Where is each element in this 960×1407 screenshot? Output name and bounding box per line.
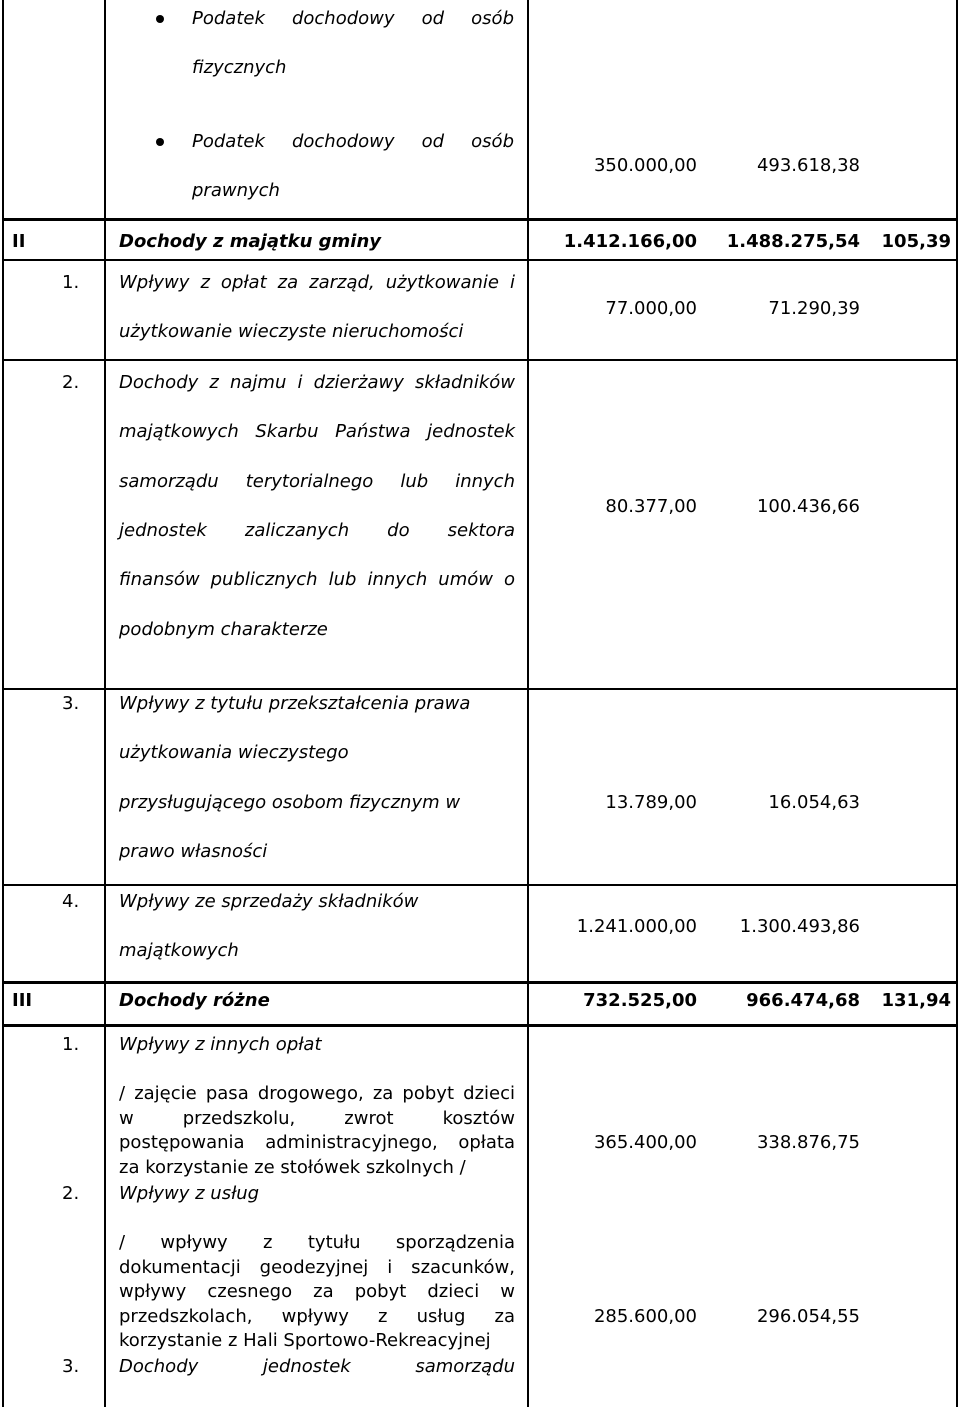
row-ii-2-line6: podobnym charakterze: [119, 619, 328, 640]
section-iii-name: Dochody różne: [119, 990, 270, 1011]
row-divider: [2, 259, 958, 261]
row-iii-1-line1: / zajęcie pasa drogowego, za pobyt dzieci: [119, 1083, 515, 1104]
row-ii-2-plan: 80.377,00: [605, 496, 697, 517]
column-divider-name: [527, 0, 529, 1407]
section-iii-lp: III: [12, 990, 33, 1011]
row-ii-2-line4: jednostek zaliczanych do sektora: [119, 520, 515, 541]
table-border-left: [2, 0, 4, 1407]
row-ii-2-line1: Dochody z najmu i dzierżawy składników: [119, 372, 515, 393]
row-divider: [2, 884, 958, 886]
row-ii-1-line1: Wpływy z opłat za zarząd, użytkowanie i: [119, 272, 515, 293]
row-ii-3-line3: przysługującego osobom fizycznym w: [119, 792, 461, 813]
section-iii-wykonanie: 966.474,68: [746, 990, 860, 1011]
row-iii-1-plan: 365.400,00: [593, 1132, 697, 1153]
section-iii-procent: 131,94: [881, 990, 951, 1011]
row-divider: [2, 1024, 958, 1027]
row-ii-3-line4: prawo własności: [119, 841, 268, 862]
column-divider-lp: [104, 0, 106, 1407]
row-iii-1-line2: w przedszkolu, zwrot kosztów: [119, 1108, 515, 1129]
row-ii-4-line2: majątkowych: [119, 940, 239, 961]
row-iii-2-plan: 285.600,00: [593, 1306, 697, 1327]
bullet-icon: [156, 138, 164, 146]
row-iii-2-line2: dokumentacji geodezyjnej i szacunków,: [119, 1257, 515, 1278]
row-iii-2-wykonanie: 296.054,55: [756, 1306, 860, 1327]
row-iii-3-title: Dochody jednostek samorządu: [119, 1356, 515, 1377]
row-iii-2-lp: 2.: [62, 1183, 80, 1204]
row-ii-2-lp: 2.: [62, 372, 80, 393]
section-ii-plan: 1.412.166,00: [563, 231, 697, 252]
row-pit-fiz-line1: Podatek dochodowy od osób: [192, 8, 514, 29]
row-iii-1-title: Wpływy z innych opłat: [119, 1034, 322, 1055]
row-divider: [2, 359, 958, 361]
row-iii-1-line3: postępowania administracyjnego, opłata: [119, 1132, 515, 1153]
row-ii-3-wykonanie: 16.054,63: [768, 792, 860, 813]
section-iii-plan: 732.525,00: [583, 990, 697, 1011]
row-pit-praw-wykonanie: 493.618,38: [756, 155, 860, 176]
section-ii-lp: II: [12, 231, 26, 252]
row-ii-2-wykonanie: 100.436,66: [756, 496, 860, 517]
row-ii-3-line2: użytkowania wieczystego: [119, 742, 349, 763]
row-ii-1-wykonanie: 71.290,39: [768, 298, 860, 319]
row-ii-1-line2: użytkowanie wieczyste nieruchomości: [119, 321, 464, 342]
row-ii-4-plan: 1.241.000,00: [576, 916, 697, 937]
row-divider: [2, 688, 958, 690]
section-ii-name: Dochody z majątku gminy: [119, 231, 382, 252]
section-ii-wykonanie: 1.488.275,54: [726, 231, 860, 252]
row-iii-1-lp: 1.: [62, 1034, 80, 1055]
row-ii-2-line3: samorządu terytorialnego lub innych: [119, 471, 515, 492]
table-border-right: [956, 0, 958, 1407]
row-divider: [2, 218, 958, 221]
row-pit-praw-plan: 350.000,00: [593, 155, 697, 176]
row-ii-2-line5: finansów publicznych lub innych umów o: [119, 569, 515, 590]
row-ii-4-wykonanie: 1.300.493,86: [739, 916, 860, 937]
row-iii-1-line4: za korzystanie ze stołówek szkolnych /: [119, 1157, 466, 1178]
section-ii-procent: 105,39: [881, 231, 951, 252]
bullet-icon: [156, 15, 164, 23]
row-ii-3-line1: Wpływy z tytułu przekształcenia prawa: [119, 693, 471, 714]
row-ii-4-line1: Wpływy ze sprzedaży składników: [119, 891, 419, 912]
row-pit-praw-line2: prawnych: [192, 180, 280, 201]
row-ii-3-lp: 3.: [62, 693, 80, 714]
row-ii-3-plan: 13.789,00: [605, 792, 697, 813]
row-iii-2-line3: wpływy czesnego za pobyt dzieci w: [119, 1281, 515, 1302]
row-ii-2-line2: majątkowych Skarbu Państwa jednostek: [119, 421, 515, 442]
row-iii-1-wykonanie: 338.876,75: [756, 1132, 860, 1153]
row-divider: [2, 981, 958, 984]
row-iii-2-line4: przedszkolach, wpływy z usług za: [119, 1306, 515, 1327]
row-iii-2-title: Wpływy z usług: [119, 1183, 260, 1204]
row-iii-3-lp: 3.: [62, 1356, 80, 1377]
row-iii-2-line5: korzystanie z Hali Sportowo-Rekreacyjnej: [119, 1330, 491, 1351]
row-ii-1-lp: 1.: [62, 272, 80, 293]
row-iii-2-line1: / wpływy z tytułu sporządzenia: [119, 1232, 515, 1253]
row-pit-praw-line1: Podatek dochodowy od osób: [192, 131, 514, 152]
row-ii-4-lp: 4.: [62, 891, 80, 912]
row-pit-fiz-line2: fizycznych: [192, 57, 287, 78]
row-ii-1-plan: 77.000,00: [605, 298, 697, 319]
